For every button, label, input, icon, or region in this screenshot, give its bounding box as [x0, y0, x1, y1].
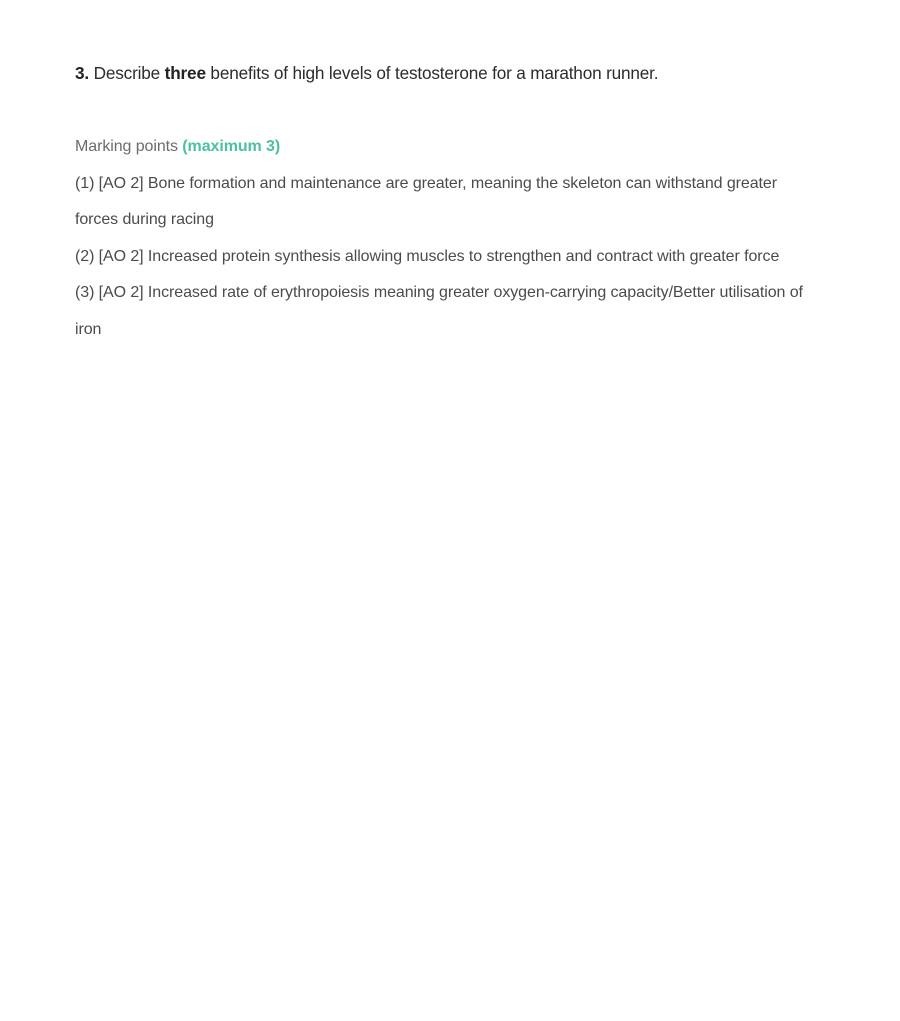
marking-points-label	[75, 85, 823, 166]
marking-point-item: (2) [AO 2] Increased protein synthesis allowing muscles to strengthen and contract with greater force	[75, 247, 780, 265]
question-number: 3.	[75, 63, 89, 83]
maximum-marks-badge: (maximum 3)	[182, 138, 281, 156]
question-text-leading: Describe	[89, 63, 165, 83]
marking-point-item: (1) [AO 2] Bone formation and maintenance are greater, meaning the skeleton can withstand greater forces during racing	[75, 174, 777, 229]
question-content-block	[75, 62, 823, 348]
marking-points-list	[75, 166, 823, 349]
marking-point-item: (3) [AO 2] Increased rate of erythropoiesis meaning greater oxygen-carrying capacity/Better utilisation of iron	[75, 284, 803, 338]
question-heading	[75, 62, 823, 85]
marking-points-label-text: Marking points	[75, 138, 183, 156]
question-text-trailing: benefits of high levels of testosterone for a marathon runner.	[205, 63, 659, 83]
question-emphasis-word: three	[164, 63, 206, 83]
